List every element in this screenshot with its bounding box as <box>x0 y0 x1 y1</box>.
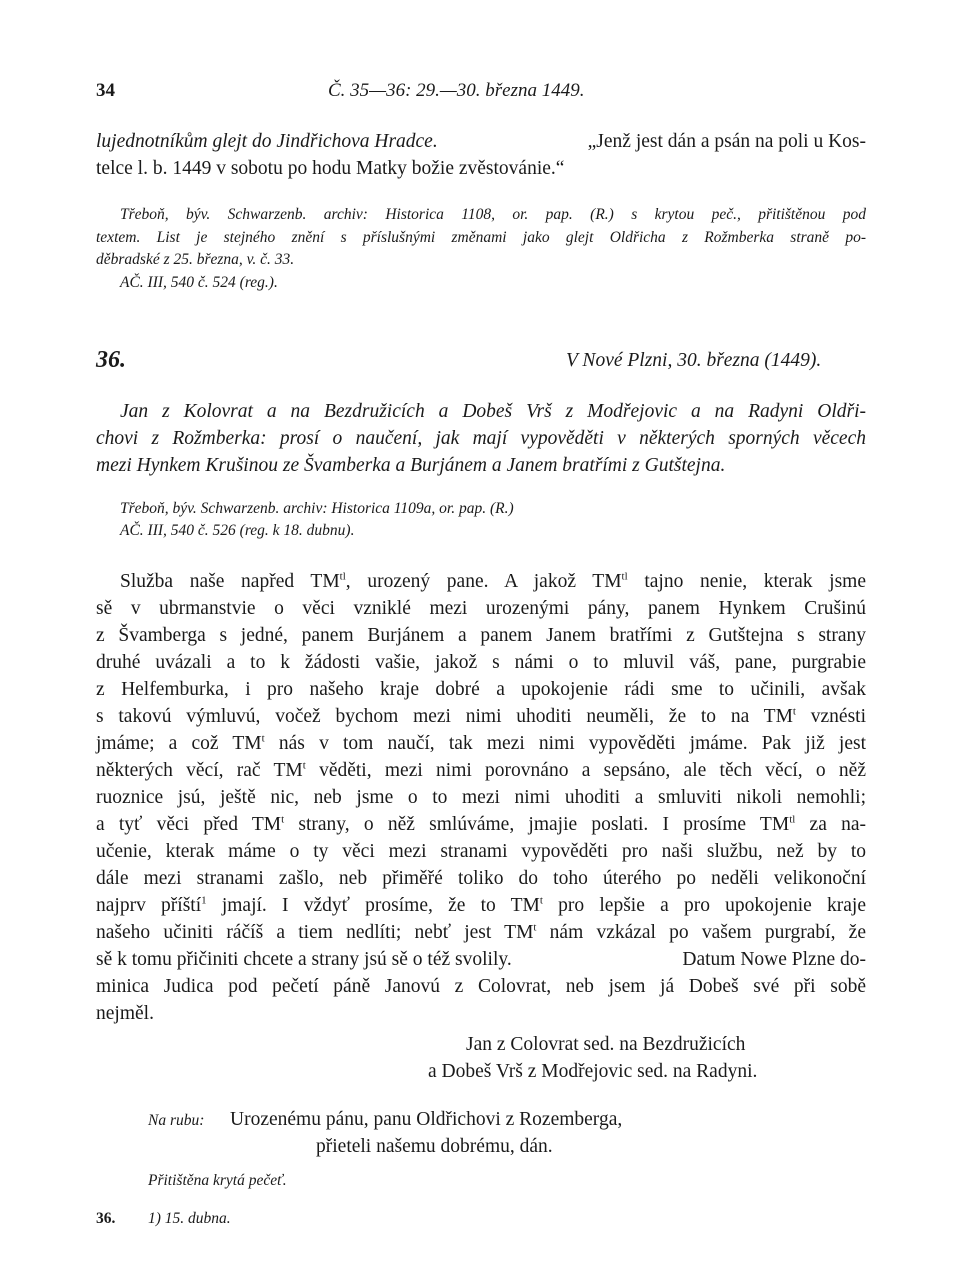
text-line-14 <box>96 922 866 944</box>
text-seg: nás v tom naučí, tak mezi nimi vypověděti jmáme. Pak již jest <box>264 733 867 754</box>
text-sup: t <box>281 813 285 826</box>
text-line-2: sě v ubrmanstvie o věci vzniklé mezi urozenými pány, panem Hynkem Crušinú <box>96 598 866 619</box>
footnote-text: 1) 15. dubna. <box>148 1210 231 1227</box>
text-line-10 <box>96 814 866 836</box>
verso-line-1: Urozenému pánu, panu Oldřichovi z Rozemberga, <box>230 1109 623 1130</box>
prev-doc-line-1 <box>96 131 866 153</box>
text-seg: s takovú výmluvú, vočež bychom mezi nimi uhoditi neuměli, že to na TM <box>96 706 793 727</box>
prev-note-line-1: Třeboň, býv. Schwarzenb. archiv: Historica 1108, or. pap. (R.) s krytou peč., přitištěnou pod <box>120 206 866 223</box>
text-seg: některých věcí, rač TM <box>96 760 303 781</box>
text-seg: za na- <box>795 814 866 835</box>
text-line-4: druhé uvázali a to k žádosti vašie, jakož s námi o to mluvil váš, pane, purgrabie <box>96 652 866 673</box>
text-sup: tl <box>339 570 346 583</box>
prev-doc-line-1-italic: lujednotníkům glejt do Jindřichova Hradce. <box>96 131 438 152</box>
seal-note: Přitištěna krytá pečeť. <box>148 1172 287 1189</box>
text-sup: tl <box>789 813 796 826</box>
regest-line-1: Jan z Kolovrat a na Bezdružicích a Dobeš Vrš z Modřejovic a na Radyni Oldři- <box>120 401 866 422</box>
prev-note-line-2: textem. List je stejného znění s příslušnými změnami jako glejt Oldřicha z Rožmberka straně po- <box>96 229 866 246</box>
regest-line-2: chovi z Rožmberka: prosí o naučení, jak mají vypověděti v některých sporných věcech <box>96 428 866 449</box>
signature-line-1: Jan z Colovrat sed. na Bezdružicích <box>466 1034 746 1055</box>
document-place-date: V Nové Plzni, 30. března (1449). <box>566 350 822 371</box>
text-seg: Datum Nowe Plzne do- <box>682 949 866 970</box>
verso-label: Na rubu: <box>148 1112 205 1129</box>
running-title: Č. 35—36: 29.—30. března 1449. <box>328 80 585 101</box>
text-line-7 <box>96 733 866 755</box>
document-number: 36. <box>96 347 126 373</box>
footnote-document-number: 36. <box>96 1210 116 1227</box>
text-line-17: nejměl. <box>96 1003 154 1024</box>
text-seg: nám vzkázal po vašem purgrabí, že <box>536 922 866 943</box>
prev-note-line-3: děbradské z 25. března, v. č. 33. <box>96 251 295 268</box>
text-seg: tajno nenie, kterak jsme <box>627 571 866 592</box>
archive-note-1: Třeboň, býv. Schwarzenb. archiv: Historica 1109a, or. pap. (R.) <box>120 500 514 517</box>
text-line-11: učenie, kterak máme o ty věci mezi stranami vypověděti pro naši službu, než by to <box>96 841 866 862</box>
text-seg: najprv příští <box>96 895 202 916</box>
text-seg: vznésti <box>795 706 867 727</box>
text-line-13 <box>96 895 866 917</box>
prev-doc-line-2: telce l. b. 1449 v sobotu po hodu Matky božie zvěstovánie.“ <box>96 158 565 179</box>
text-line-3: z Švamberga s jedné, panem Burjánem a panem Janem bratřími z Gutštejna s strany <box>96 625 866 646</box>
text-seg: jmají. I vždyť prosíme, že to TM <box>206 895 540 916</box>
text-line-12: dále mezi stranami zašlo, neb přiměřé toliko do toho úterého po neděli velikonoční <box>96 868 866 889</box>
text-seg: věděti, mezi nimi porovnáno a sepsáno, ale těch věcí, o něž <box>305 760 866 781</box>
page-number: 34 <box>96 80 115 101</box>
text-seg: strany, o něž smlúváme, jmajie poslati. I prosíme TM <box>284 814 790 835</box>
text-line-1 <box>120 571 866 593</box>
text-seg: našeho učiniti ráčíš a tiem nedlíti; nebť jest TM <box>96 922 534 943</box>
text-line-15 <box>96 949 866 971</box>
text-seg: a tyť věci před TM <box>96 814 282 835</box>
text-seg: Služba naše napřed TM <box>120 571 340 592</box>
text-line-6 <box>96 706 866 728</box>
text-sup: tl <box>621 570 628 583</box>
text-seg: sě k tomu přičiniti chcete a strany jsú sě o též svolily. <box>96 949 512 970</box>
verso-line-2: přieteli našemu dobrému, dán. <box>316 1136 553 1157</box>
text-sup: t <box>261 732 265 745</box>
text-sup: t <box>302 759 306 772</box>
text-sup: 1 <box>201 894 207 907</box>
text-sup: t <box>533 921 537 934</box>
regest-line-3: mezi Hynkem Krušinou ze Švamberka a Burjánem a Janem bratřími z Gutštejna. <box>96 455 726 476</box>
text-seg: , urozený pane. A jakož TM <box>345 571 622 592</box>
text-line-8 <box>96 760 866 782</box>
signature-line-2: a Dobeš Vrš z Modřejovic sed. na Radyni. <box>428 1061 758 1082</box>
prev-doc-line-1-roman: „Jenž jest dán a psán na poli u Kos- <box>587 131 866 152</box>
archive-note-2: AČ. III, 540 č. 526 (reg. k 18. dubnu). <box>120 522 355 539</box>
prev-note-line-4: AČ. III, 540 č. 524 (reg.). <box>120 274 278 291</box>
text-seg: jmáme; a což TM <box>96 733 262 754</box>
text-line-9: ruoznice jsú, ještě nic, neb jsme o to mezi nimi uhoditi a smluviti nikoli nemohli; <box>96 787 866 808</box>
text-line-16: minica Judica pod pečetí páně Janovú z Colovrat, neb jsem já Dobeš své při sobě <box>96 976 866 997</box>
text-sup: t <box>792 705 796 718</box>
text-seg: pro lepšie a pro upokojenie kraje <box>542 895 866 916</box>
text-sup: t <box>539 894 543 907</box>
text-line-5: z Helfemburka, i pro našeho kraje dobré a upokojenie rádi sme to učinili, avšak <box>96 679 866 700</box>
